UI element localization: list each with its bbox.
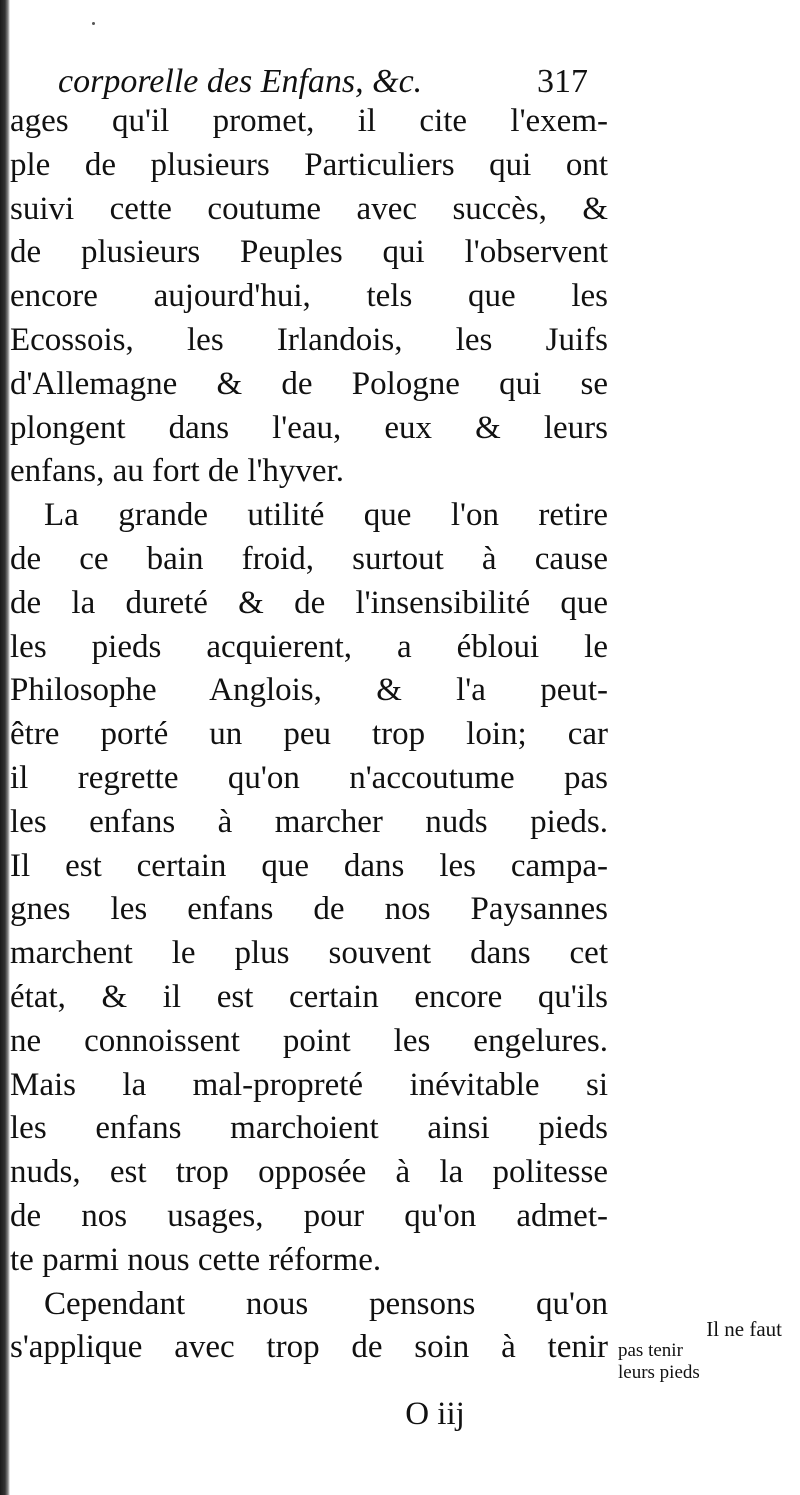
running-head: corporelle des Enfans, &c. bbox=[58, 63, 423, 100]
text-line: plongent dans l'eau, eux & leurs bbox=[10, 409, 608, 446]
margin-note-line: pas tenir bbox=[618, 1340, 683, 1361]
text-line: enfans, au fort de l'hyver. bbox=[10, 453, 344, 490]
text-line: ne connoissent point les engelures. bbox=[10, 1022, 608, 1059]
text-line: marchent le plus souvent dans cet bbox=[10, 935, 608, 972]
text-line: il regrette qu'on n'accoutume pas bbox=[10, 759, 608, 796]
text-line: être porté un peu trop loin; car bbox=[10, 716, 608, 753]
text-line: Ecossois, les Irlandois, les Juifs bbox=[10, 321, 608, 358]
text-line: ages qu'il promet, il cite l'exem- bbox=[10, 103, 608, 139]
text-line: Mais la mal-propreté inévitable si bbox=[10, 1066, 608, 1103]
text-line: nuds, est trop opposée à la politesse bbox=[10, 1154, 608, 1191]
text-line: de nos usages, pour qu'on admet- bbox=[10, 1197, 608, 1234]
margin-note-line: Il ne faut bbox=[706, 1317, 782, 1341]
text-line: de plusieurs Peuples qui l'observent bbox=[10, 234, 608, 271]
text-line: s'applique avec trop de soin à tenir bbox=[10, 1329, 608, 1366]
signature-mark: O iij bbox=[405, 1396, 465, 1432]
page-number: 317 bbox=[537, 63, 588, 100]
page-header bbox=[58, 62, 618, 102]
text-line: état, & il est certain encore qu'ils bbox=[10, 978, 608, 1015]
text-line: les enfans à marcher nuds pieds. bbox=[10, 803, 608, 840]
text-line: gnes les enfans de nos Paysannes bbox=[10, 891, 608, 928]
text-line: Il est certain que dans les campa- bbox=[10, 847, 608, 884]
text-line: Cependant nous pensons qu'on bbox=[44, 1285, 608, 1322]
text-line: te parmi nous cette réforme. bbox=[10, 1241, 382, 1278]
text-line: d'Allemagne & de Pologne qui se bbox=[10, 365, 608, 402]
margin-note-line: leurs pieds bbox=[618, 1362, 700, 1383]
text-line: ple de plusieurs Particuliers qui ont bbox=[10, 146, 608, 183]
text-line: de la dureté & de l'insensibilité que bbox=[10, 584, 608, 621]
text-line: encore aujourd'hui, tels que les bbox=[10, 278, 608, 315]
text-line: suivi cette coutume avec succès, & bbox=[10, 190, 608, 227]
page-spine-edge bbox=[0, 0, 10, 1495]
text-line: Philosophe Anglois, & l'a peut- bbox=[10, 672, 608, 709]
margin-note bbox=[614, 1318, 790, 1384]
text-line: La grande utilité que l'on retire bbox=[44, 497, 608, 534]
text-line: de ce bain froid, surtout à cause bbox=[10, 540, 608, 577]
text-line: les pieds acquierent, a ébloui le bbox=[10, 628, 608, 665]
body-text bbox=[10, 100, 608, 1370]
text-line: les enfans marchoient ainsi pieds bbox=[10, 1110, 608, 1147]
ink-speck bbox=[92, 22, 95, 25]
